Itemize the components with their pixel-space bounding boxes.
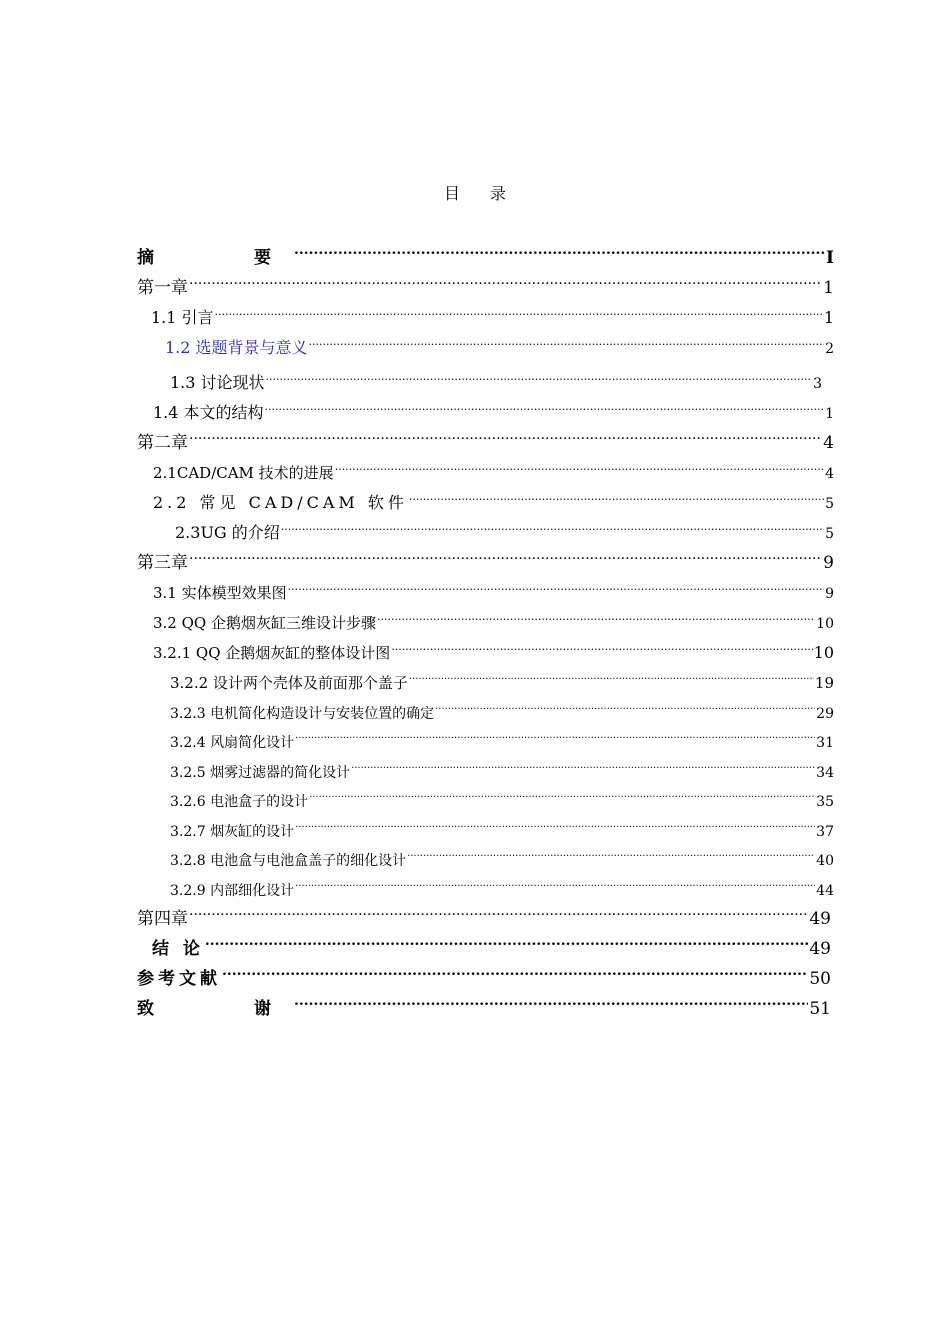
toc-entry-3-2-9[interactable] <box>170 869 834 899</box>
toc-entry-label: 参考文献 <box>137 969 221 989</box>
toc-entry-3-2-4[interactable] <box>170 721 834 751</box>
toc-entry-3-2-7[interactable] <box>170 810 834 840</box>
toc-entry-chapter-2[interactable] <box>137 422 834 453</box>
toc-entry-chapter-4[interactable] <box>137 898 831 929</box>
toc-entry-page: 2 <box>825 341 834 357</box>
toc-entry-page: 9 <box>825 586 834 602</box>
toc-entry-label: 3.2.3 电机简化构造设计与安装位置的确定 <box>170 706 435 722</box>
toc-entry-page: I <box>826 248 834 268</box>
toc-entry-page: 51 <box>809 999 831 1019</box>
toc-entry-page: 50 <box>809 969 831 989</box>
toc-entry-page: 44 <box>816 883 834 899</box>
dot-leader <box>295 869 815 895</box>
toc-entry-page: 49 <box>809 909 831 929</box>
toc-entry-page: 1 <box>823 308 834 327</box>
toc-entry-3-2-1[interactable] <box>153 632 834 662</box>
dot-leader <box>409 662 814 688</box>
dot-leader <box>205 928 808 954</box>
toc-entry-page: 10 <box>816 616 834 632</box>
toc-entry-acknowledgements[interactable] <box>137 988 831 1019</box>
dot-leader <box>309 780 815 806</box>
dot-leader <box>295 721 815 747</box>
toc-entry-label: 1.3 讨论现状 <box>170 373 265 392</box>
toc-entry-label: 3.2.4 风扇简化设计 <box>170 735 295 751</box>
dot-leader <box>266 362 813 388</box>
toc-entry-references[interactable] <box>137 958 831 989</box>
toc-entry-page: 1 <box>823 278 834 298</box>
dot-leader <box>189 542 822 568</box>
toc-entry-label: 致 谢 <box>137 999 293 1019</box>
toc-entry-label: 3.1 实体模型效果图 <box>153 584 287 602</box>
toc-entry-1-3[interactable] <box>170 362 822 392</box>
toc-entry-label: 摘 要 <box>137 248 293 268</box>
toc-title-left: 目 <box>443 184 460 203</box>
toc-entry-1-4[interactable] <box>153 392 834 422</box>
toc-entry-page: 35 <box>816 794 834 810</box>
dot-leader <box>189 422 822 448</box>
toc-entry-label: 2.3UG 的介绍 <box>175 523 280 542</box>
dot-leader <box>265 392 825 418</box>
toc-entry-label: 3.2.1 QQ 企鹅烟灰缸的整体设计图 <box>153 644 391 662</box>
dot-leader <box>351 751 815 777</box>
dot-leader <box>407 839 815 865</box>
toc-entry-page: 40 <box>816 853 834 869</box>
toc-entry-page: 5 <box>825 526 834 542</box>
toc-entry-label: 3.2.7 烟灰缸的设计 <box>170 824 295 840</box>
toc-entry-page: 34 <box>816 765 834 781</box>
toc-entry-label: 2.2 常见 CAD/CAM 软件 <box>153 493 408 512</box>
toc-entry-label: 第四章 <box>137 909 188 929</box>
toc-entry-3-1[interactable] <box>153 572 834 602</box>
toc-entry-label: 1.4 本文的结构 <box>153 403 264 422</box>
dot-leader <box>294 988 808 1014</box>
dot-leader <box>295 810 815 836</box>
dot-leader <box>215 297 823 323</box>
toc-entry-3-2-3[interactable] <box>170 692 834 722</box>
toc-entry-2-3[interactable] <box>175 512 834 542</box>
toc-entry-chapter-1[interactable] <box>137 267 834 298</box>
toc-entry-3-2-5[interactable] <box>170 751 834 781</box>
dot-leader <box>409 482 824 508</box>
toc-title-right: 录 <box>490 184 507 203</box>
toc-entry-label: 1.1 引言 <box>151 308 214 327</box>
dot-leader <box>294 237 825 263</box>
toc-entry-page: 19 <box>814 674 834 692</box>
toc-entry-2-1[interactable] <box>153 452 834 482</box>
toc-entry-page: 37 <box>816 824 834 840</box>
toc-entry-label: 3.2.9 内部细化设计 <box>170 883 295 899</box>
toc-entry-2-2[interactable] <box>153 482 834 512</box>
toc-entry-page: 4 <box>823 433 834 453</box>
dot-leader <box>189 898 808 924</box>
toc-entry-label: 3.2.8 电池盒与电池盒盖子的细化设计 <box>170 853 407 869</box>
toc-entry-3-2[interactable] <box>153 602 834 632</box>
toc-entry-page: 5 <box>825 496 834 512</box>
toc-entry-1-1[interactable] <box>151 297 834 327</box>
toc-entry-label: 结 论 <box>152 939 204 959</box>
toc-entry-label: 3.2 QQ 企鹅烟灰缸三维设计步骤 <box>153 614 376 632</box>
toc-entry-label: 3.2.2 设计两个壳体及前面那个盖子 <box>170 674 408 692</box>
toc-entry-label: 3.2.5 烟雾过滤器的简化设计 <box>170 765 351 781</box>
dot-leader <box>377 602 815 628</box>
toc-entry-conclusion[interactable] <box>152 928 831 959</box>
toc-entry-chapter-3[interactable] <box>137 542 834 573</box>
toc-entry-1-2[interactable] <box>165 327 834 357</box>
dot-leader <box>309 327 825 353</box>
toc-entry-label: 第三章 <box>137 553 188 573</box>
toc-entry-3-2-2[interactable] <box>170 662 834 692</box>
toc-entry-label: 3.2.6 电池盒子的设计 <box>170 794 309 810</box>
toc-entry-label: 第二章 <box>137 433 188 453</box>
toc-entry-3-2-8[interactable] <box>170 839 834 869</box>
dot-leader <box>189 267 822 293</box>
toc-entry-page: 10 <box>813 643 834 662</box>
toc-entry-3-2-6[interactable] <box>170 780 834 810</box>
toc-entry-label: 第一章 <box>137 278 188 298</box>
dot-leader <box>335 452 824 478</box>
dot-leader <box>288 572 824 598</box>
toc-entry-label: 1.2 选题背景与意义 <box>165 338 308 357</box>
toc-entry-page: 1 <box>825 406 834 422</box>
toc-entry-page: 29 <box>816 706 834 722</box>
toc-entry-abstract[interactable] <box>137 237 834 268</box>
toc-entry-page: 4 <box>825 466 834 482</box>
dot-leader <box>281 512 824 538</box>
toc-entry-page: 31 <box>816 735 834 751</box>
toc-entry-label: 2.1CAD/CAM 技术的进展 <box>153 464 334 482</box>
dot-leader <box>391 632 812 658</box>
toc-entry-page: 9 <box>823 553 834 573</box>
dot-leader <box>435 692 815 718</box>
dot-leader <box>222 958 808 984</box>
toc-entry-page: 3 <box>813 376 822 392</box>
toc-entry-page: 49 <box>809 939 831 959</box>
